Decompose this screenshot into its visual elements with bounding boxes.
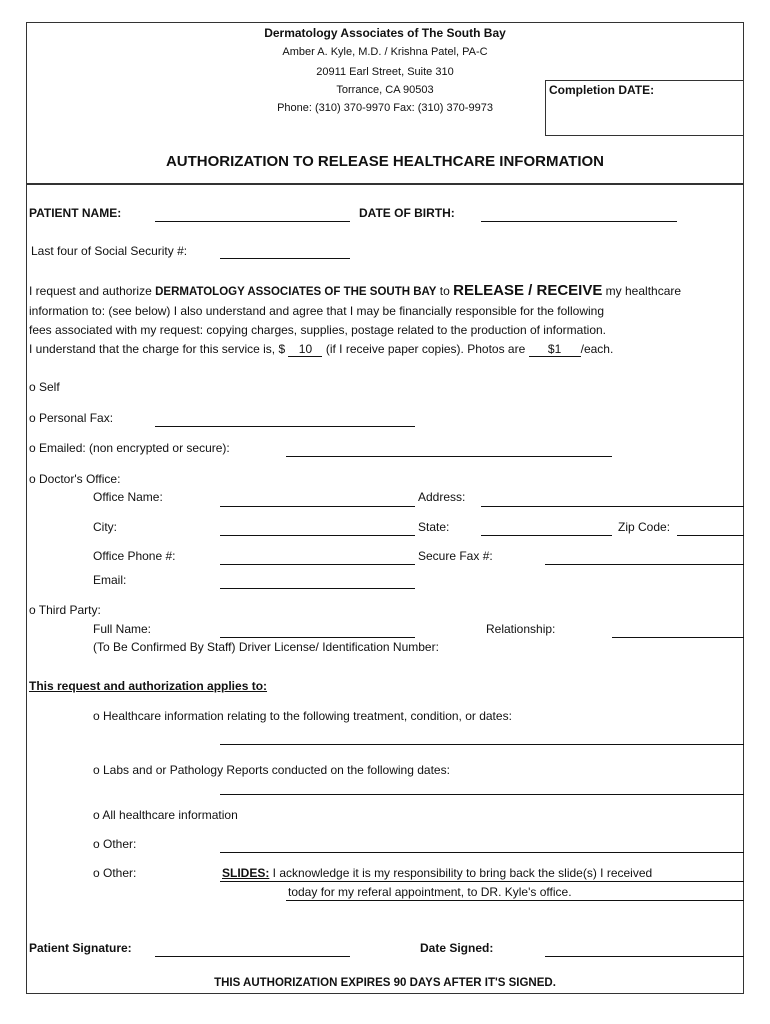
option-third-party[interactable]: o Third Party:: [29, 603, 101, 617]
option-labs[interactable]: o Labs and or Pathology Reports conducted on the following dates:: [93, 763, 450, 777]
dob-field[interactable]: [481, 221, 677, 222]
labs-dates-field[interactable]: [220, 794, 744, 795]
street-address: 20911 Earl Street, Suite 310: [316, 66, 454, 78]
full-name-label: Full Name:: [93, 622, 152, 636]
request-line-4: I understand that the charge for this service is, $ 10 (if I receive paper copies). Photos are $1 /each.: [29, 342, 614, 356]
option-self[interactable]: o Self: [29, 380, 60, 394]
request-line-1: I request and authorize DERMATOLOGY ASSOCIATES OF THE SOUTH BAY to RELEASE / RECEIVE my healthcare: [29, 282, 682, 299]
other-2-field[interactable]: [220, 881, 744, 882]
expiration-notice: THIS AUTHORIZATION EXPIRES 90 DAYS AFTER IT'S SIGNED.: [214, 977, 556, 989]
practice-name: Dermatology Associates of The South Bay: [264, 26, 506, 40]
email-address-field[interactable]: [286, 456, 612, 457]
secure-fax-field[interactable]: [545, 564, 744, 565]
city-state: Torrance, CA 90503: [336, 84, 434, 96]
option-other-1[interactable]: o Other:: [93, 837, 137, 851]
date-signed-field[interactable]: [545, 956, 744, 957]
secure-fax-label: Secure Fax #:: [418, 549, 493, 563]
relationship-label: Relationship:: [486, 622, 556, 636]
other-1-field[interactable]: [220, 852, 744, 853]
city-label: City:: [93, 520, 117, 534]
office-name-field[interactable]: [220, 506, 415, 507]
office-phone-label: Office Phone #:: [93, 549, 176, 563]
personal-fax-field[interactable]: [155, 426, 415, 427]
photo-fee-value: $1: [529, 342, 581, 357]
state-field[interactable]: [481, 535, 612, 536]
address-label: Address:: [418, 490, 466, 504]
phone-fax: Phone: (310) 370-9970 Fax: (310) 370-9973: [277, 102, 493, 114]
full-name-field[interactable]: [220, 637, 415, 638]
address-field[interactable]: [481, 506, 744, 507]
option-emailed[interactable]: o Emailed: (non encrypted or secure):: [29, 441, 230, 455]
option-personal-fax[interactable]: o Personal Fax:: [29, 411, 114, 425]
slides-line-2: today for my referal appointment, to DR. Kyle's office.: [288, 885, 572, 899]
id-confirmation-label: (To Be Confirmed By Staff) Driver License/ Identification Number:: [93, 640, 439, 654]
other-2-field-line-2[interactable]: [286, 900, 744, 901]
request-line-2: information to: (see below) I also understand and agree that I may be financially responsible for the following: [29, 304, 604, 318]
option-healthcare-info[interactable]: o Healthcare information relating to the following treatment, condition, or dates:: [93, 709, 512, 723]
doctors: Amber A. Kyle, M.D. / Krishna Patel, PA-C: [282, 46, 488, 58]
request-line-3: fees associated with my request: copying charges, supplies, postage related to the production of information.: [29, 323, 606, 337]
office-email-field[interactable]: [220, 588, 415, 589]
office-phone-field[interactable]: [220, 564, 415, 565]
patient-name-field[interactable]: [155, 221, 350, 222]
ssn-field[interactable]: [220, 258, 350, 259]
healthcare-info-field[interactable]: [220, 744, 744, 745]
city-field[interactable]: [220, 535, 415, 536]
completion-date-box[interactable]: [545, 80, 744, 136]
zip-field[interactable]: [677, 535, 744, 536]
option-other-2[interactable]: o Other:: [93, 866, 137, 880]
office-email-label: Email:: [93, 573, 127, 587]
dob-label: DATE OF BIRTH:: [359, 206, 455, 220]
option-all-info[interactable]: o All healthcare information: [93, 808, 238, 822]
option-doctors-office[interactable]: o Doctor's Office:: [29, 472, 121, 486]
form-title: AUTHORIZATION TO RELEASE HEALTHCARE INFORMATION: [165, 153, 605, 170]
applies-heading: This request and authorization applies to:: [29, 679, 268, 693]
slides-line-1: SLIDES: I acknowledge it is my responsibility to bring back the slide(s) I received: [222, 866, 653, 880]
office-name-label: Office Name:: [93, 490, 163, 504]
completion-date-label: Completion DATE:: [549, 83, 655, 97]
patient-signature-field[interactable]: [155, 956, 350, 957]
state-label: State:: [418, 520, 450, 534]
date-signed-label: Date Signed:: [420, 941, 494, 955]
patient-name-label: PATIENT NAME:: [29, 206, 122, 220]
relationship-field[interactable]: [612, 637, 744, 638]
title-divider: [26, 183, 744, 185]
fee-value: 10: [288, 342, 322, 357]
zip-label: Zip Code:: [618, 520, 671, 534]
patient-signature-label: Patient Signature:: [29, 941, 132, 955]
ssn-label: Last four of Social Security #:: [31, 244, 188, 258]
